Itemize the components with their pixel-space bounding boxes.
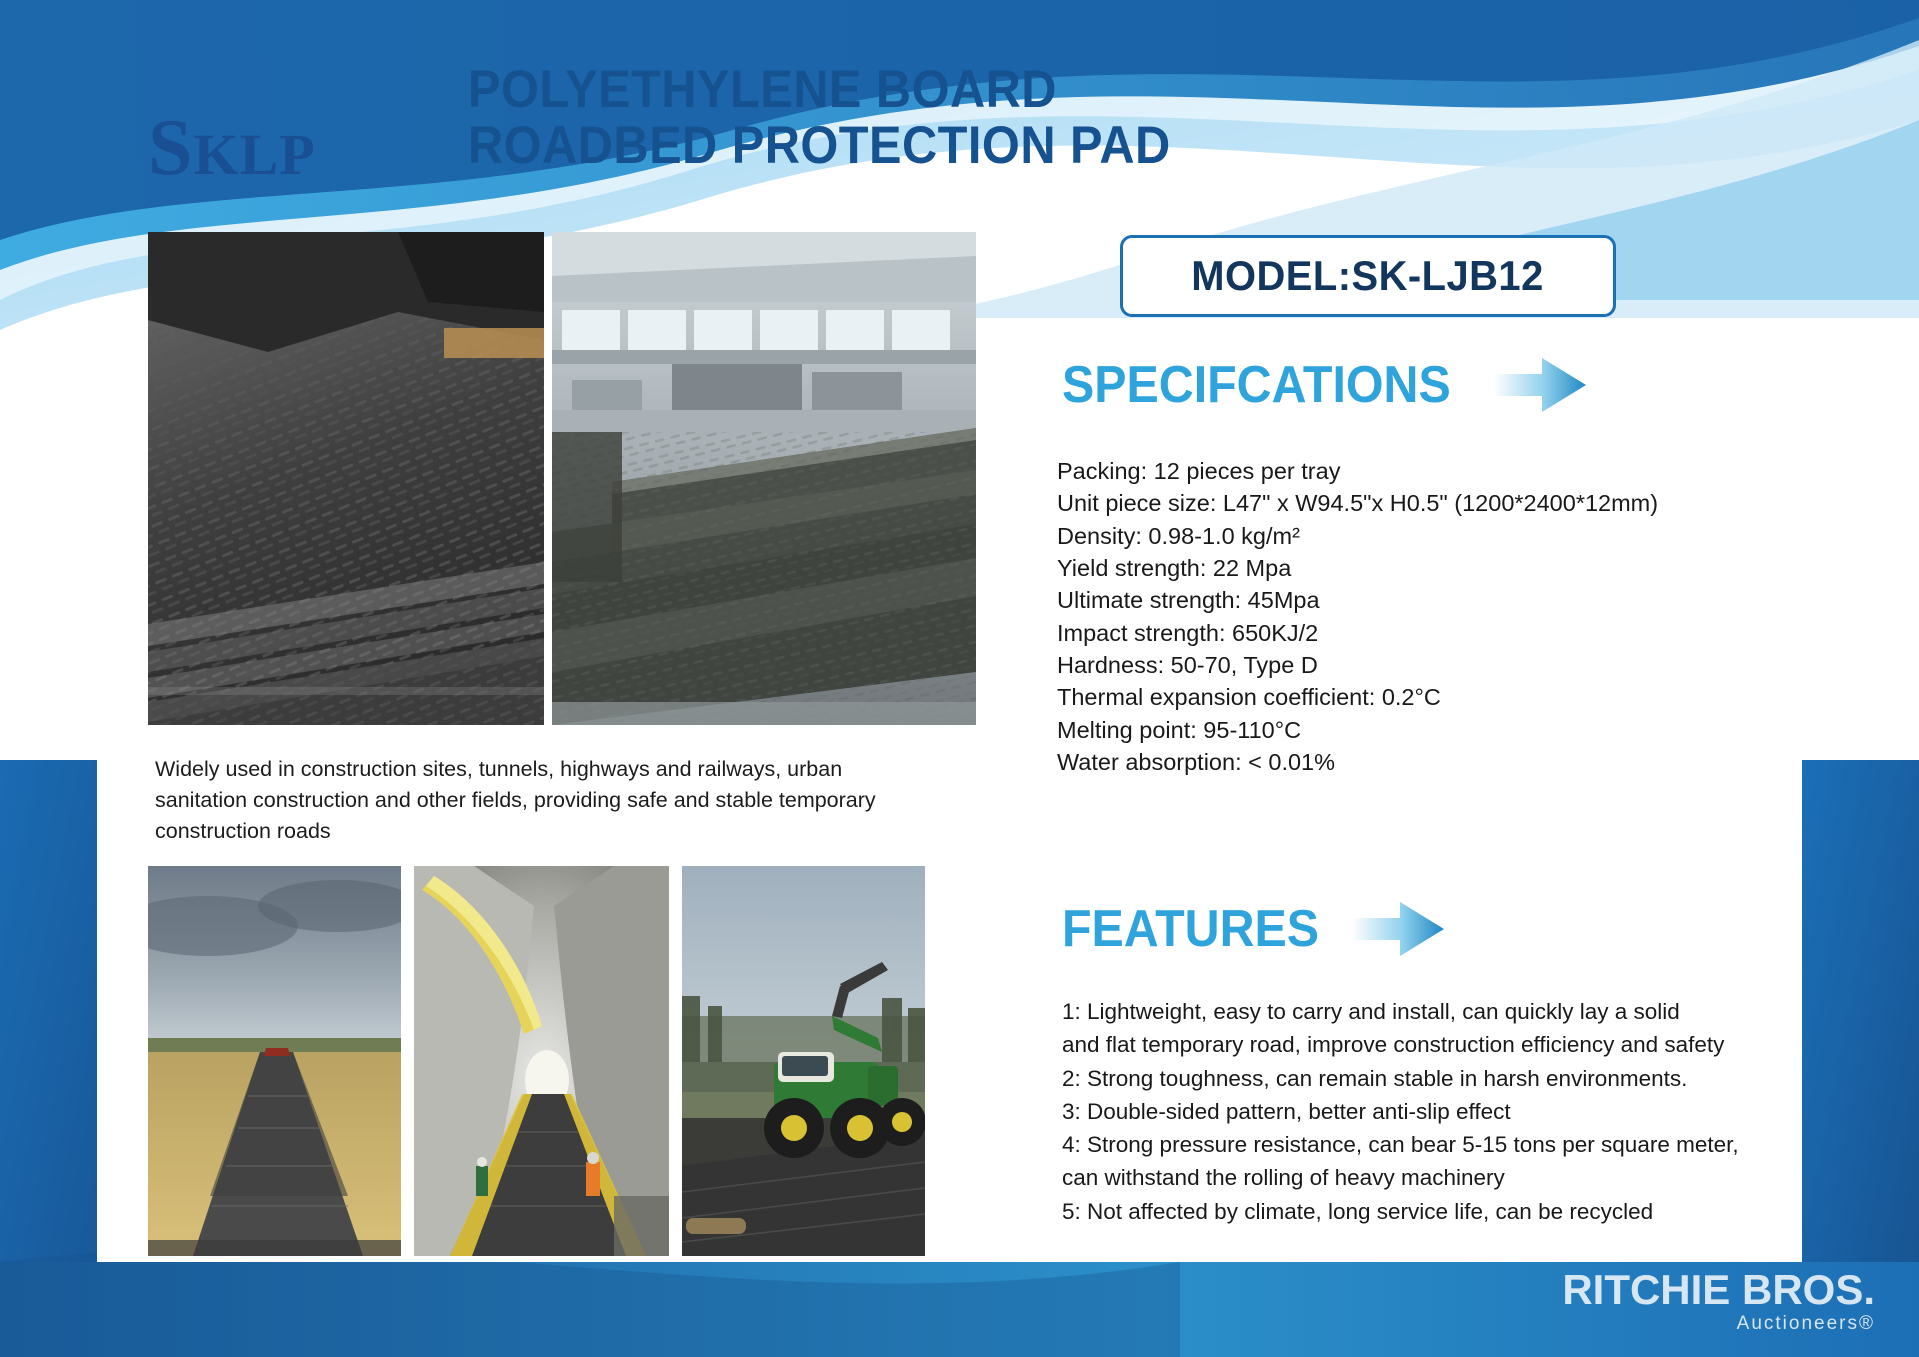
feature-item: 5: Not affected by climate, long service life, can be recycled — [1062, 1198, 1654, 1224]
spec-item: Hardness: 50-70, Type D — [1057, 651, 1318, 678]
watermark-line1: RITCHIE BROS. — [1562, 1266, 1875, 1313]
feature-item: and flat temporary road, improve construction efficiency and safety — [1062, 1032, 1725, 1058]
features-heading — [1062, 900, 1444, 958]
photo-forestry-machine — [682, 866, 925, 1256]
watermark-line2: Auctioneers® — [1736, 1313, 1875, 1334]
brand-logo-rest: KLP — [193, 122, 316, 187]
feature-item: 4: Strong pressure resistance, can bear 5-15 tons per square meter, — [1062, 1132, 1739, 1158]
arrow-right-icon — [1494, 356, 1586, 414]
page-title-line2: ROADBED PROTECTION PAD — [468, 116, 1171, 176]
page-title — [468, 62, 1171, 174]
specifications-list — [1057, 455, 1887, 778]
spec-item: Water absorption: < 0.01% — [1057, 748, 1336, 775]
spec-item: Melting point: 95-110°C — [1057, 716, 1302, 743]
spec-item: Impact strength: 650KJ/2 — [1057, 619, 1319, 646]
spec-item: Yield strength: 22 Mpa — [1057, 554, 1292, 581]
features-title: FEATURES — [1062, 900, 1320, 958]
spec-item: Density: 0.98-1.0 kg/m² — [1057, 522, 1300, 549]
model-label: MODEL:SK-LJB12 — [1191, 252, 1545, 299]
photo-tunnel-construction — [414, 866, 669, 1256]
specifications-title: SPECIFCATIONS — [1062, 356, 1451, 414]
features-list — [1062, 995, 1919, 1228]
spec-item: Packing: 12 pieces per tray — [1057, 458, 1341, 484]
feature-item: 2: Strong toughness, can remain stable in harsh environments. — [1062, 1065, 1688, 1091]
spec-item: Unit piece size: L47" x W94.5"x H0.5" (1200*2400*12mm) — [1057, 490, 1659, 517]
feature-item: 1: Lightweight, easy to carry and install, can quickly lay a solid — [1062, 999, 1680, 1024]
feature-item: 3: Double-sided pattern, better anti-slip effect — [1062, 1098, 1511, 1124]
brand-logo-initial: S — [148, 104, 194, 192]
photo-field-road — [148, 866, 401, 1256]
arrow-right-icon — [1352, 900, 1444, 958]
page-title-line1: POLYETHYLENE BOARD — [468, 60, 1057, 119]
specifications-heading — [1062, 356, 1586, 414]
photo-warehouse-mats — [552, 232, 976, 725]
model-badge — [1120, 235, 1616, 317]
spec-item: Ultimate strength: 45Mpa — [1057, 587, 1320, 614]
usage-caption: Widely used in construction sites, tunnels, highways and railways, urban sanitation construction and other fields, providing safe and stable temporary construction roads — [155, 757, 876, 844]
photo-stacked-mats-outdoor — [148, 232, 544, 725]
brand-logo — [148, 104, 316, 192]
watermark — [1562, 1266, 1875, 1335]
spec-item: Thermal expansion coefficient: 0.2°C — [1057, 684, 1441, 711]
feature-item: can withstand the rolling of heavy machinery — [1062, 1165, 1505, 1191]
